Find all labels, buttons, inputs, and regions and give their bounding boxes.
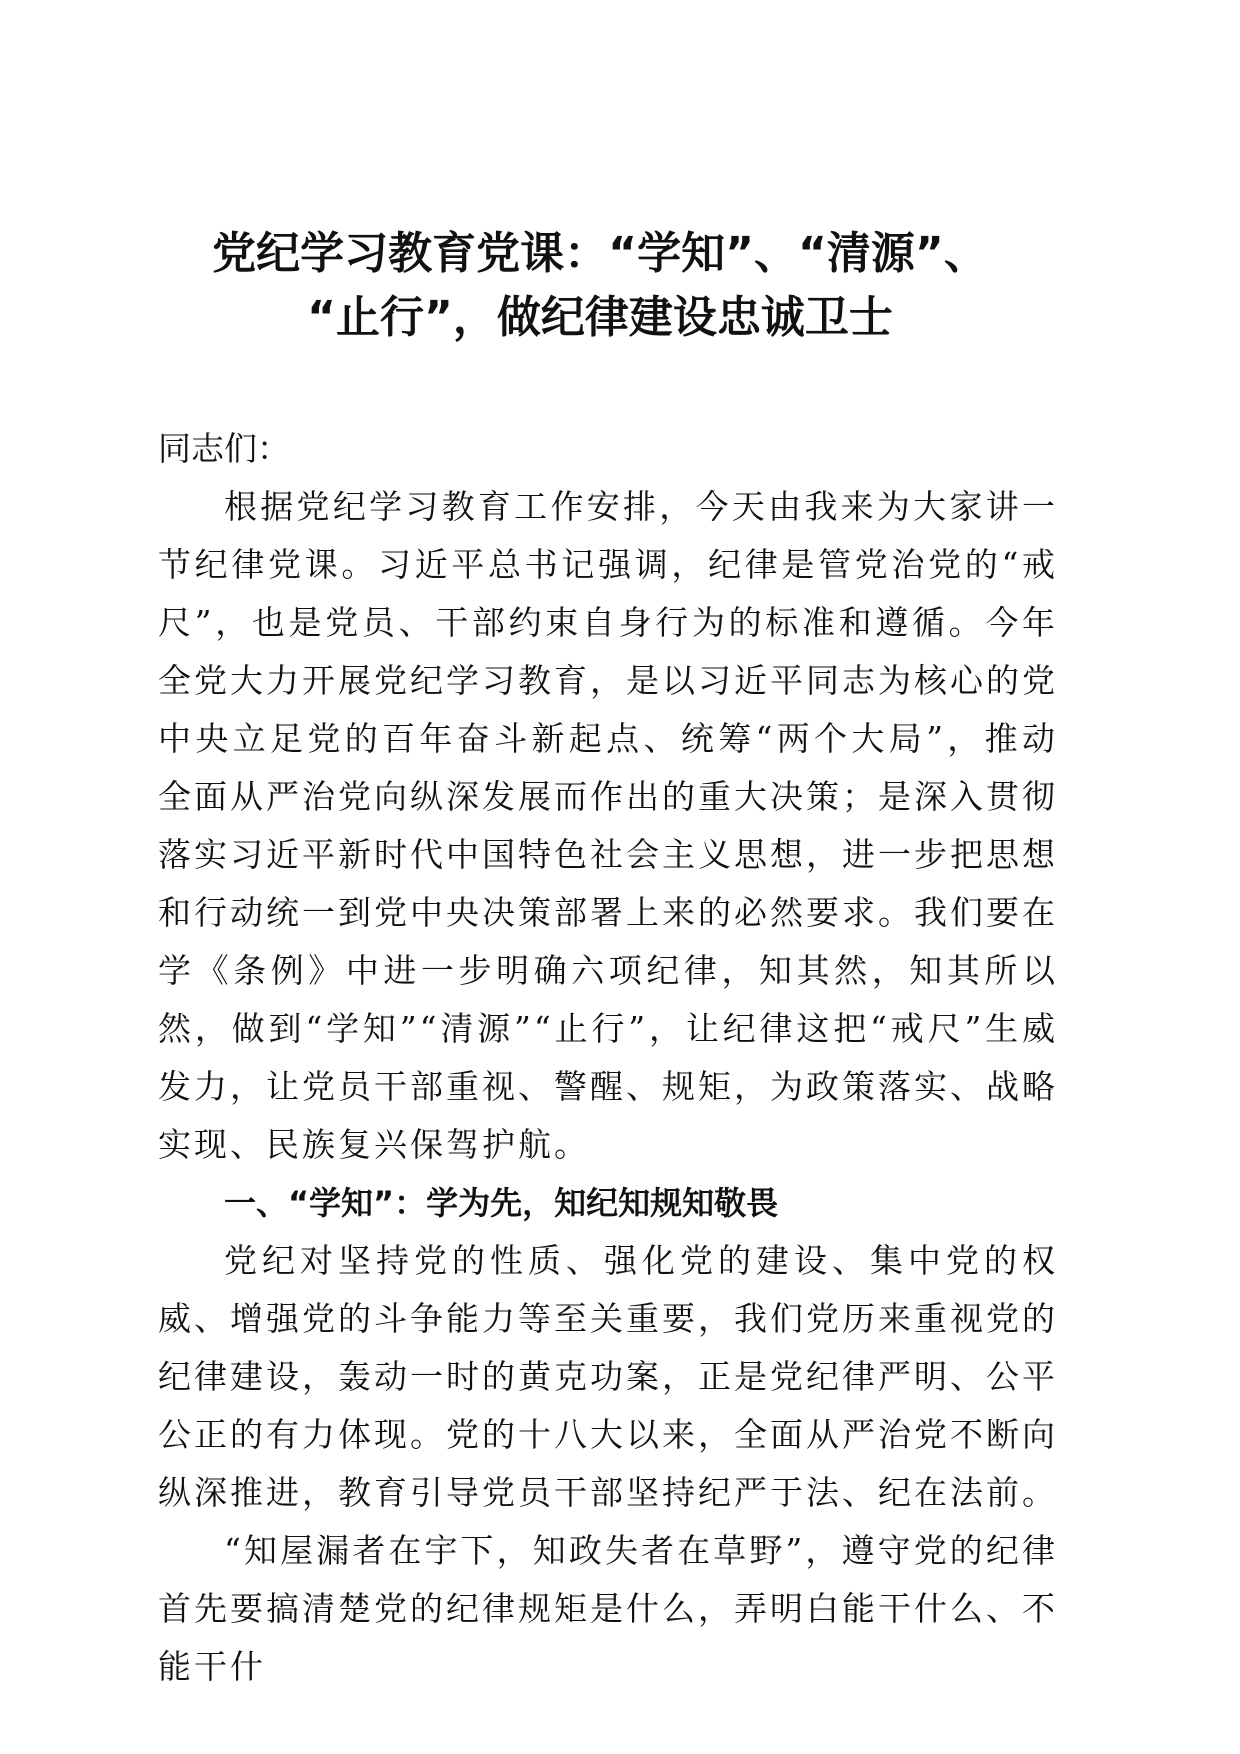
document-title xyxy=(150,222,1050,350)
title-line-2: “止行”，做纪律建设忠诚卫士 xyxy=(307,292,893,343)
section-1-heading: 一、“学知”：学为先，知纪知规知敬畏 xyxy=(224,1184,779,1222)
document-body xyxy=(158,478,1058,1696)
section-1-paragraph-1: 党纪对坚持党的性质、强化党的建设、集中党的权威、增强党的斗争能力等至关重要，我们党历来重视党的纪律建设，轰动一时的黄克功案，正是党纪律严明、公平公正的有力体现。党的十八大以来，全面从严治党不断向纵深推进，教育引导党员干部坚持纪严于法、纪在法前。 xyxy=(158,1241,1058,1512)
section-1-paragraph-2: “知屋漏者在宇下，知政失者在草野”，遵守党的纪律首先要搞清楚党的纪律规矩是什么，弄明白能干什么、不能干什 xyxy=(158,1531,1058,1686)
title-line-1: 党纪学习教育党课：“学知”、“清源”、 xyxy=(212,228,988,279)
greeting: 同志们： xyxy=(158,429,290,468)
intro-paragraph: 根据党纪学习教育工作安排，今天由我来为大家讲一节纪律党课。习近平总书记强调，纪律是管党治党的“戒尺”，也是党员、干部约束自身行为的标准和遵循。今年全党大力开展党纪学习教育，是以习近平同志为核心的党中央立足党的百年奋斗新起点、统筹“两个大局”，推动全面从严治党向纵深发展而作出的重大决策；是深入贯彻落实习近平新时代中国特色社会主义思想，进一步把思想和行动统一到党中央决策部署上来的必然要求。我们要在学《条例》中进一步明确六项纪律，知其然，知其所以然，做到“学知”“清源”“止行”，让纪律这把“戒尺”生威发力，让党员干部重视、警醒、规矩，为政策落实、战略实现、民族复兴保驾护航。 xyxy=(158,487,1058,1164)
